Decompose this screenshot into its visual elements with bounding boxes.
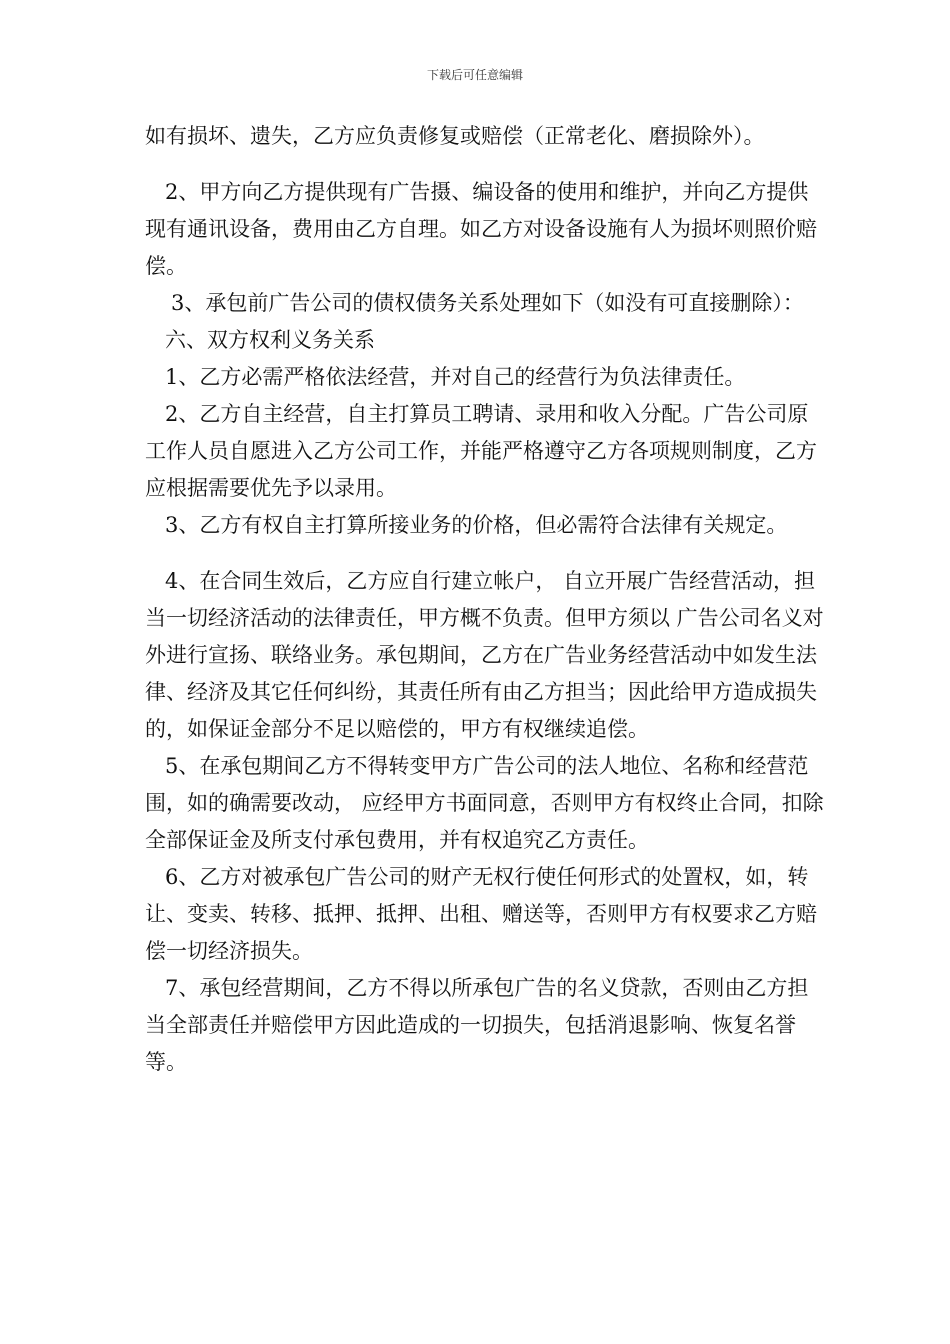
page-header: 下载后可任意编辑 — [426, 68, 523, 82]
paragraph-rights-4: 4、在合同生效后，乙方应自行建立帐户， 自立开展广告经营活动，担当一切经济活动的法律责任，甲方概不负责。但甲方须以 广告公司名义对外进行宣扬、联络业务。承包期间，乙方在广告业务经营活动中如发生法律、经济及其它任何纠纷，其责任所有由乙方担当；因此给甲方造成损失的，如保证金部分不足以赔偿的，甲方有权继续追偿。 — [145, 569, 824, 741]
paragraph-debt-clause: 3、承包前广告公司的债权债务关系处理如下（如没有可直接删除）： — [171, 291, 804, 315]
paragraph-rights-3: 3、乙方有权自主打算所接业务的价格，但必需符合法律有关规定。 — [165, 513, 788, 537]
section-heading-rights: 六、双方权利义务关系 — [165, 328, 375, 352]
paragraph-rights-2: 2、乙方自主经营，自主打算员工聘请、录用和收入分配。广告公司原工作人员自愿进入乙方公司工作，并能严格遵守乙方各项规则制度，乙方应根据需要优先予以录用。 — [145, 402, 817, 500]
paragraph-rights-6: 6、乙方对被承包广告公司的财产无权行使任何形式的处置权，如，转让、变卖、转移、抵押、抵押、出租、赠送等，否则甲方有权要求乙方赔偿一切经济损失。 — [145, 865, 817, 963]
document-body — [145, 118, 825, 1081]
paragraph-rights-7: 7、承包经营期间，乙方不得以所承包广告的名义贷款，否则由乙方担当全部责任并赔偿甲方因此造成的一切损失，包括消退影响、恢复名誉等。 — [145, 976, 809, 1074]
paragraph-rights-1: 1、乙方必需严格依法经营，并对自己的经营行为负法律责任。 — [165, 365, 746, 389]
paragraph-equipment-clause: 2、甲方向乙方提供现有广告摄、编设备的使用和维护，并向乙方提供现有通讯设备，费用由乙方自理。如乙方对设备设施有人为损坏则照价赔偿。 — [145, 180, 817, 278]
paragraph-damage-clause: 如有损坏、遗失，乙方应负责修复或赔偿（正常老化、磨损除外）。 — [145, 124, 765, 148]
paragraph-rights-5: 5、在承包期间乙方不得转变甲方广告公司的法人地位、名称和经营范围，如的确需要改动， 应经甲方书面同意，否则甲方有权终止合同，扣除全部保证金及所支付承包费用，并有权追究乙方责任。 — [145, 754, 824, 852]
